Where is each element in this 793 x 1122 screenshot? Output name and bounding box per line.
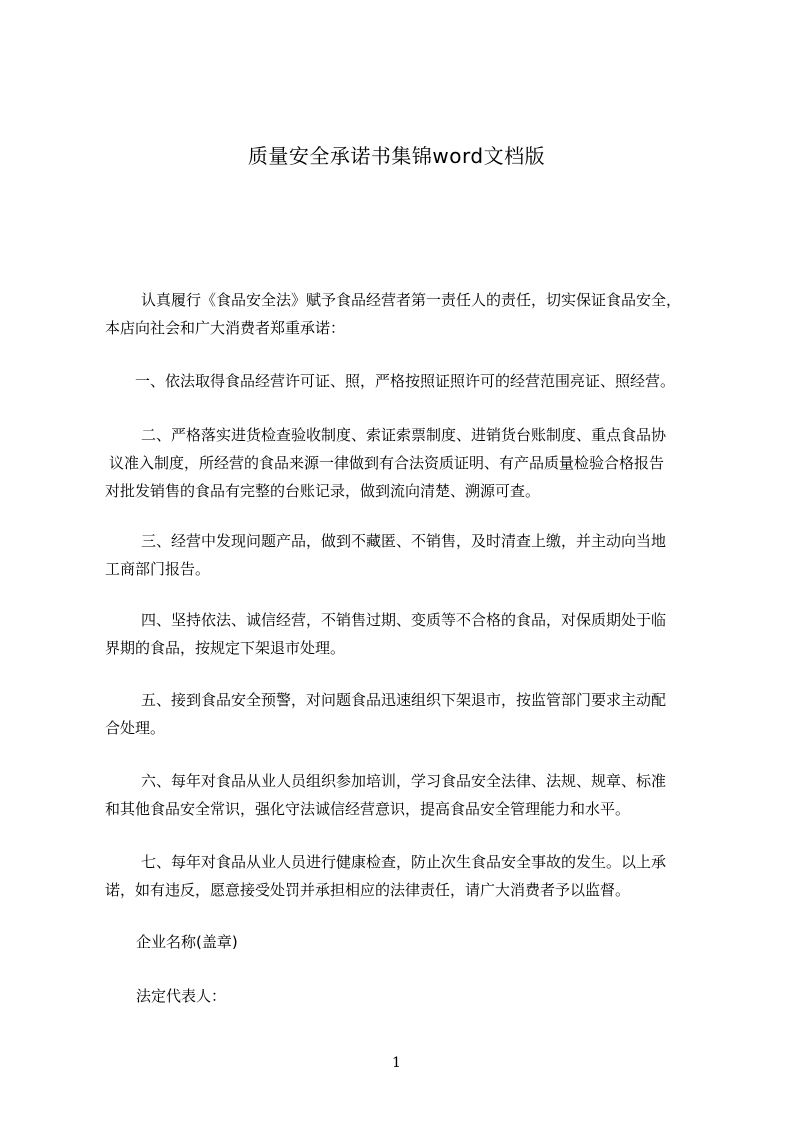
paragraph-line: 三、经营中发现问题产品，做到不藏匿、不销售，及时清查上缴，并主动向当地 [141,532,667,550]
paragraph-line: 二、严格落实进货检查验收制度、索证索票制度、进销货台账制度、重点食品协 [141,426,667,444]
paragraph-line: 合处理。 [105,719,166,737]
paragraph-line: 诺，如有违反，愿意接受处罚并承担相应的法律责任，请广大消费者予以监督。 [105,881,631,899]
commitment-item-5 [105,686,705,742]
paragraph-line: 和其他食品安全常识，强化守法诚信经营意识，提高食品安全管理能力和水平。 [105,800,631,818]
paragraph-line: 七、每年对食品从业人员进行健康检查，防止次生食品安全事故的发生。以上承 [141,853,667,871]
paragraph-line: 对批发销售的食品有完整的台账记录，做到流向清楚、溯源可查。 [105,482,541,500]
legal-representative-label: 法定代表人： [136,987,227,1005]
commitment-item-3 [105,527,705,583]
paragraph-line: 工商部门报告。 [105,560,211,578]
paragraph-line: 认真履行《食品安全法》赋予食品经营者第一责任人的责任，切实保证食品安全， [141,291,682,309]
paragraph-line: 六、每年对食品从业人员组织参加培训，学习食品安全法律、法规、规章、标准 [141,772,667,790]
intro-paragraph [105,286,705,342]
paragraph-line: 四、坚持依法、诚信经营，不销售过期、变质等不合格的食品，对保质期处于临 [141,611,667,629]
page-number: 1 [392,1055,401,1071]
paragraph-line: 一、依法取得食品经营许可证、照，严格按照证照许可的经营范围亮证、照经营。 [135,372,676,390]
paragraph-line: 五、接到食品安全预警，对问题食品迅速组织下架退市，按监管部门要求主动配 [141,691,667,709]
paragraph-line: 本店向社会和广大消费者郑重承诺： [105,319,346,337]
commitment-item-7 [105,848,705,904]
paragraph-line: 界期的食品，按规定下架退市处理。 [105,639,346,657]
commitment-item-6 [105,767,705,823]
document-title: 质量安全承诺书集锦word文档版 [247,144,546,168]
commitment-item-4 [105,606,705,662]
company-name-label: 企业名称(盖章) [136,933,238,951]
commitment-item-2 [105,421,705,505]
paragraph-line: 议准入制度，所经营的食品来源一律做到有合法资质证明、有产品质量检验合格报告 [109,454,665,472]
commitment-item-1 [105,367,705,395]
